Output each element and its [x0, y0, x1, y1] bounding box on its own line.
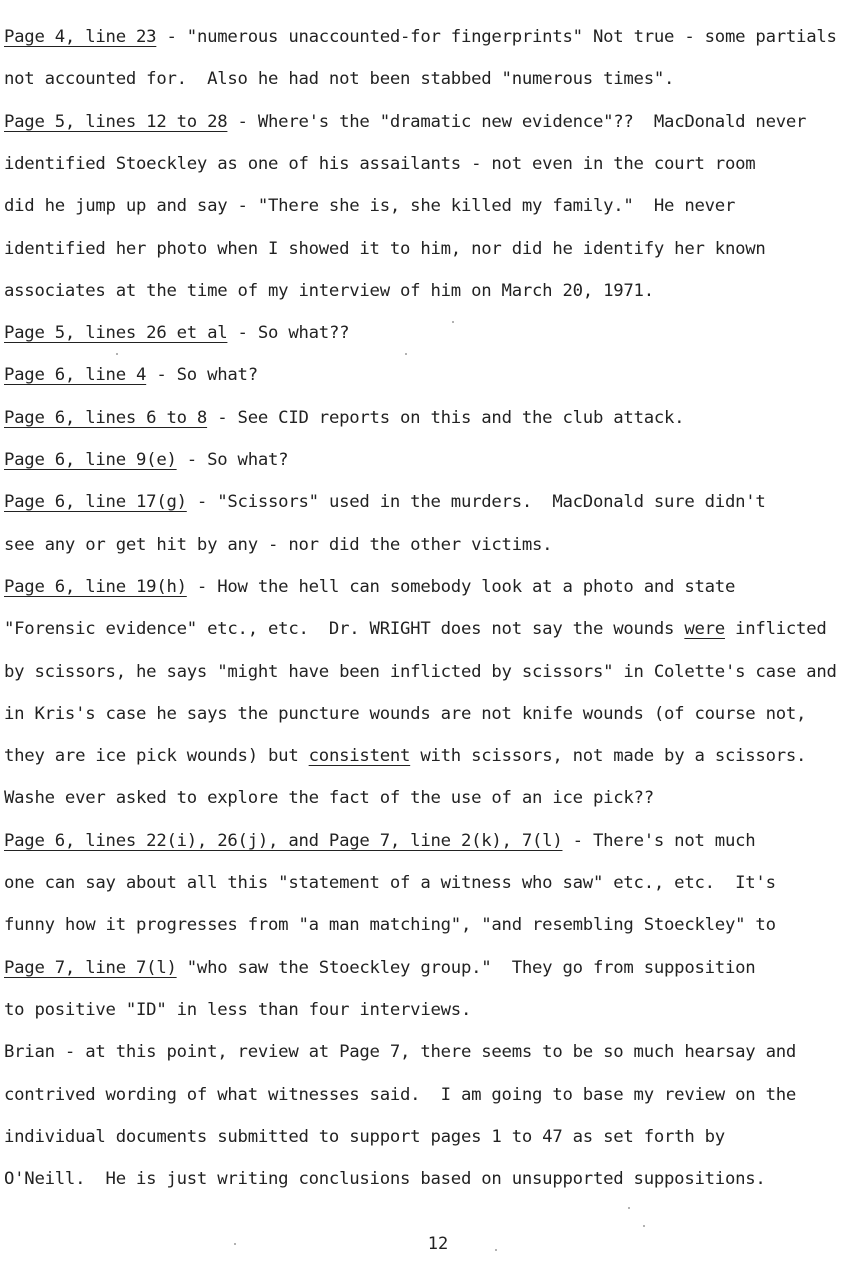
text-line: [4, 914, 776, 936]
line-text: by scissors, he says "might have been inflicted by scissors" in Colette's case and: [4, 661, 837, 682]
line-text: - So what??: [227, 323, 350, 344]
text-line: [4, 153, 755, 175]
text-line: [4, 238, 766, 260]
line-text: identified her photo when I showed it to him, nor did he identify her known: [4, 238, 766, 259]
text-line: [4, 534, 552, 556]
text-line: [4, 1168, 766, 1190]
line-text: Washe ever asked to explore the fact of the use of an ice pick??: [4, 788, 654, 809]
line-text: one can say about all this "statement of a witness who saw" etc., etc. It's: [4, 873, 776, 893]
page-reference: Page 6, line 4: [4, 365, 147, 386]
line-text: associates at the time of my interview of him on March 20, 1971.: [4, 280, 654, 301]
text-line: [4, 830, 755, 852]
line-text: did he jump up and say - "There she is, she killed my family." He never: [4, 196, 736, 217]
line-text: see any or get hit by any - nor did the other victims.: [4, 534, 553, 555]
line-text: in Kris's case he says the puncture wounds are not knife wounds (of course not,: [4, 703, 807, 724]
text-line: [4, 787, 654, 809]
text-line: [4, 661, 837, 683]
underlined-word: consistent: [308, 746, 411, 767]
page-reference: Page 6, line 19(h): [4, 576, 187, 597]
line-text: with scissors, not made by a scissors.: [410, 746, 807, 767]
page-reference: Page 6, line 17(g): [4, 492, 187, 513]
scan-speck: [452, 321, 454, 323]
page-reference: Page 6, line 9(e): [4, 450, 177, 470]
line-text: - "numerous unaccounted-for fingerprints" Not true - some partials: [156, 27, 837, 47]
text-line: [4, 26, 837, 48]
text-line: [4, 703, 806, 725]
scan-speck: [234, 1243, 236, 1245]
scan-speck: [628, 1207, 630, 1209]
text-line: [4, 576, 735, 598]
scan-speck: [643, 1225, 645, 1227]
line-text: - See CID reports on this and the club attack.: [207, 407, 685, 428]
text-line: [4, 999, 471, 1021]
text-line: [4, 957, 755, 979]
text-line: [4, 1084, 796, 1106]
scan-speck: [116, 353, 118, 355]
page-number: 12: [427, 1234, 449, 1254]
text-line: [4, 364, 258, 386]
text-line: [4, 1126, 725, 1148]
line-text: inflicted: [724, 619, 827, 640]
line-text: - There's not much: [562, 830, 756, 851]
text-line: [4, 491, 766, 513]
line-text: contrived wording of what witnesses said. I am going to base my review on the: [4, 1084, 797, 1105]
scan-speck: [495, 1249, 497, 1251]
text-line: [4, 195, 735, 217]
line-text: not accounted for. Also he had not been stabbed "numerous times".: [4, 69, 675, 90]
text-line: [4, 745, 806, 767]
scan-speck: [405, 353, 407, 355]
page-reference: Page 7, line 7(l): [4, 957, 177, 978]
page-reference: Page 6, lines 6 to 8: [4, 407, 208, 428]
text-line: [4, 449, 288, 471]
line-text: - So what?: [176, 450, 289, 470]
line-text: - Where's the "dramatic new evidence"?? MacDonald never: [227, 111, 807, 132]
line-text: "who saw the Stoeckley group." They go from supposition: [176, 957, 756, 978]
line-text: - How the hell can somebody look at a photo and state: [186, 576, 736, 597]
line-text: funny how it progresses from "a man matching", "and resembling Stoeckley" to: [4, 915, 776, 936]
line-text: - "Scissors" used in the murders. MacDonald sure didn't: [186, 492, 766, 513]
page-reference: Page 5, lines 12 to 28: [4, 111, 228, 132]
page-reference: Page 5, lines 26 et al: [4, 323, 228, 344]
line-text: to positive "ID" in less than four interviews.: [4, 999, 472, 1020]
line-text: identified Stoeckley as one of his assailants - not even in the court room: [4, 153, 756, 174]
text-line: [4, 872, 776, 894]
line-text: - So what?: [146, 365, 258, 386]
line-text: they are ice pick wounds) but: [4, 746, 309, 767]
line-text: O'Neill. He is just writing conclusions based on unsupported suppositions.: [4, 1169, 766, 1190]
page-reference: Page 6, lines 22(i), 26(j), and Page 7, line 2(k), 7(l): [4, 830, 563, 851]
text-line: [4, 322, 349, 344]
text-line: [4, 68, 674, 90]
text-line: [4, 1041, 796, 1063]
text-line: [4, 280, 654, 302]
text-line: [4, 111, 806, 133]
text-line: [4, 407, 684, 429]
text-line: [4, 618, 827, 640]
page-reference: Page 4, line 23: [4, 27, 157, 47]
line-text: Brian - at this point, review at Page 7, there seems to be so much hearsay and: [4, 1042, 797, 1063]
line-text: "Forensic evidence" etc., etc. Dr. WRIGHT does not say the wounds: [4, 619, 685, 640]
underlined-word: were: [684, 619, 725, 640]
line-text: individual documents submitted to support pages 1 to 47 as set forth by: [4, 1126, 725, 1147]
